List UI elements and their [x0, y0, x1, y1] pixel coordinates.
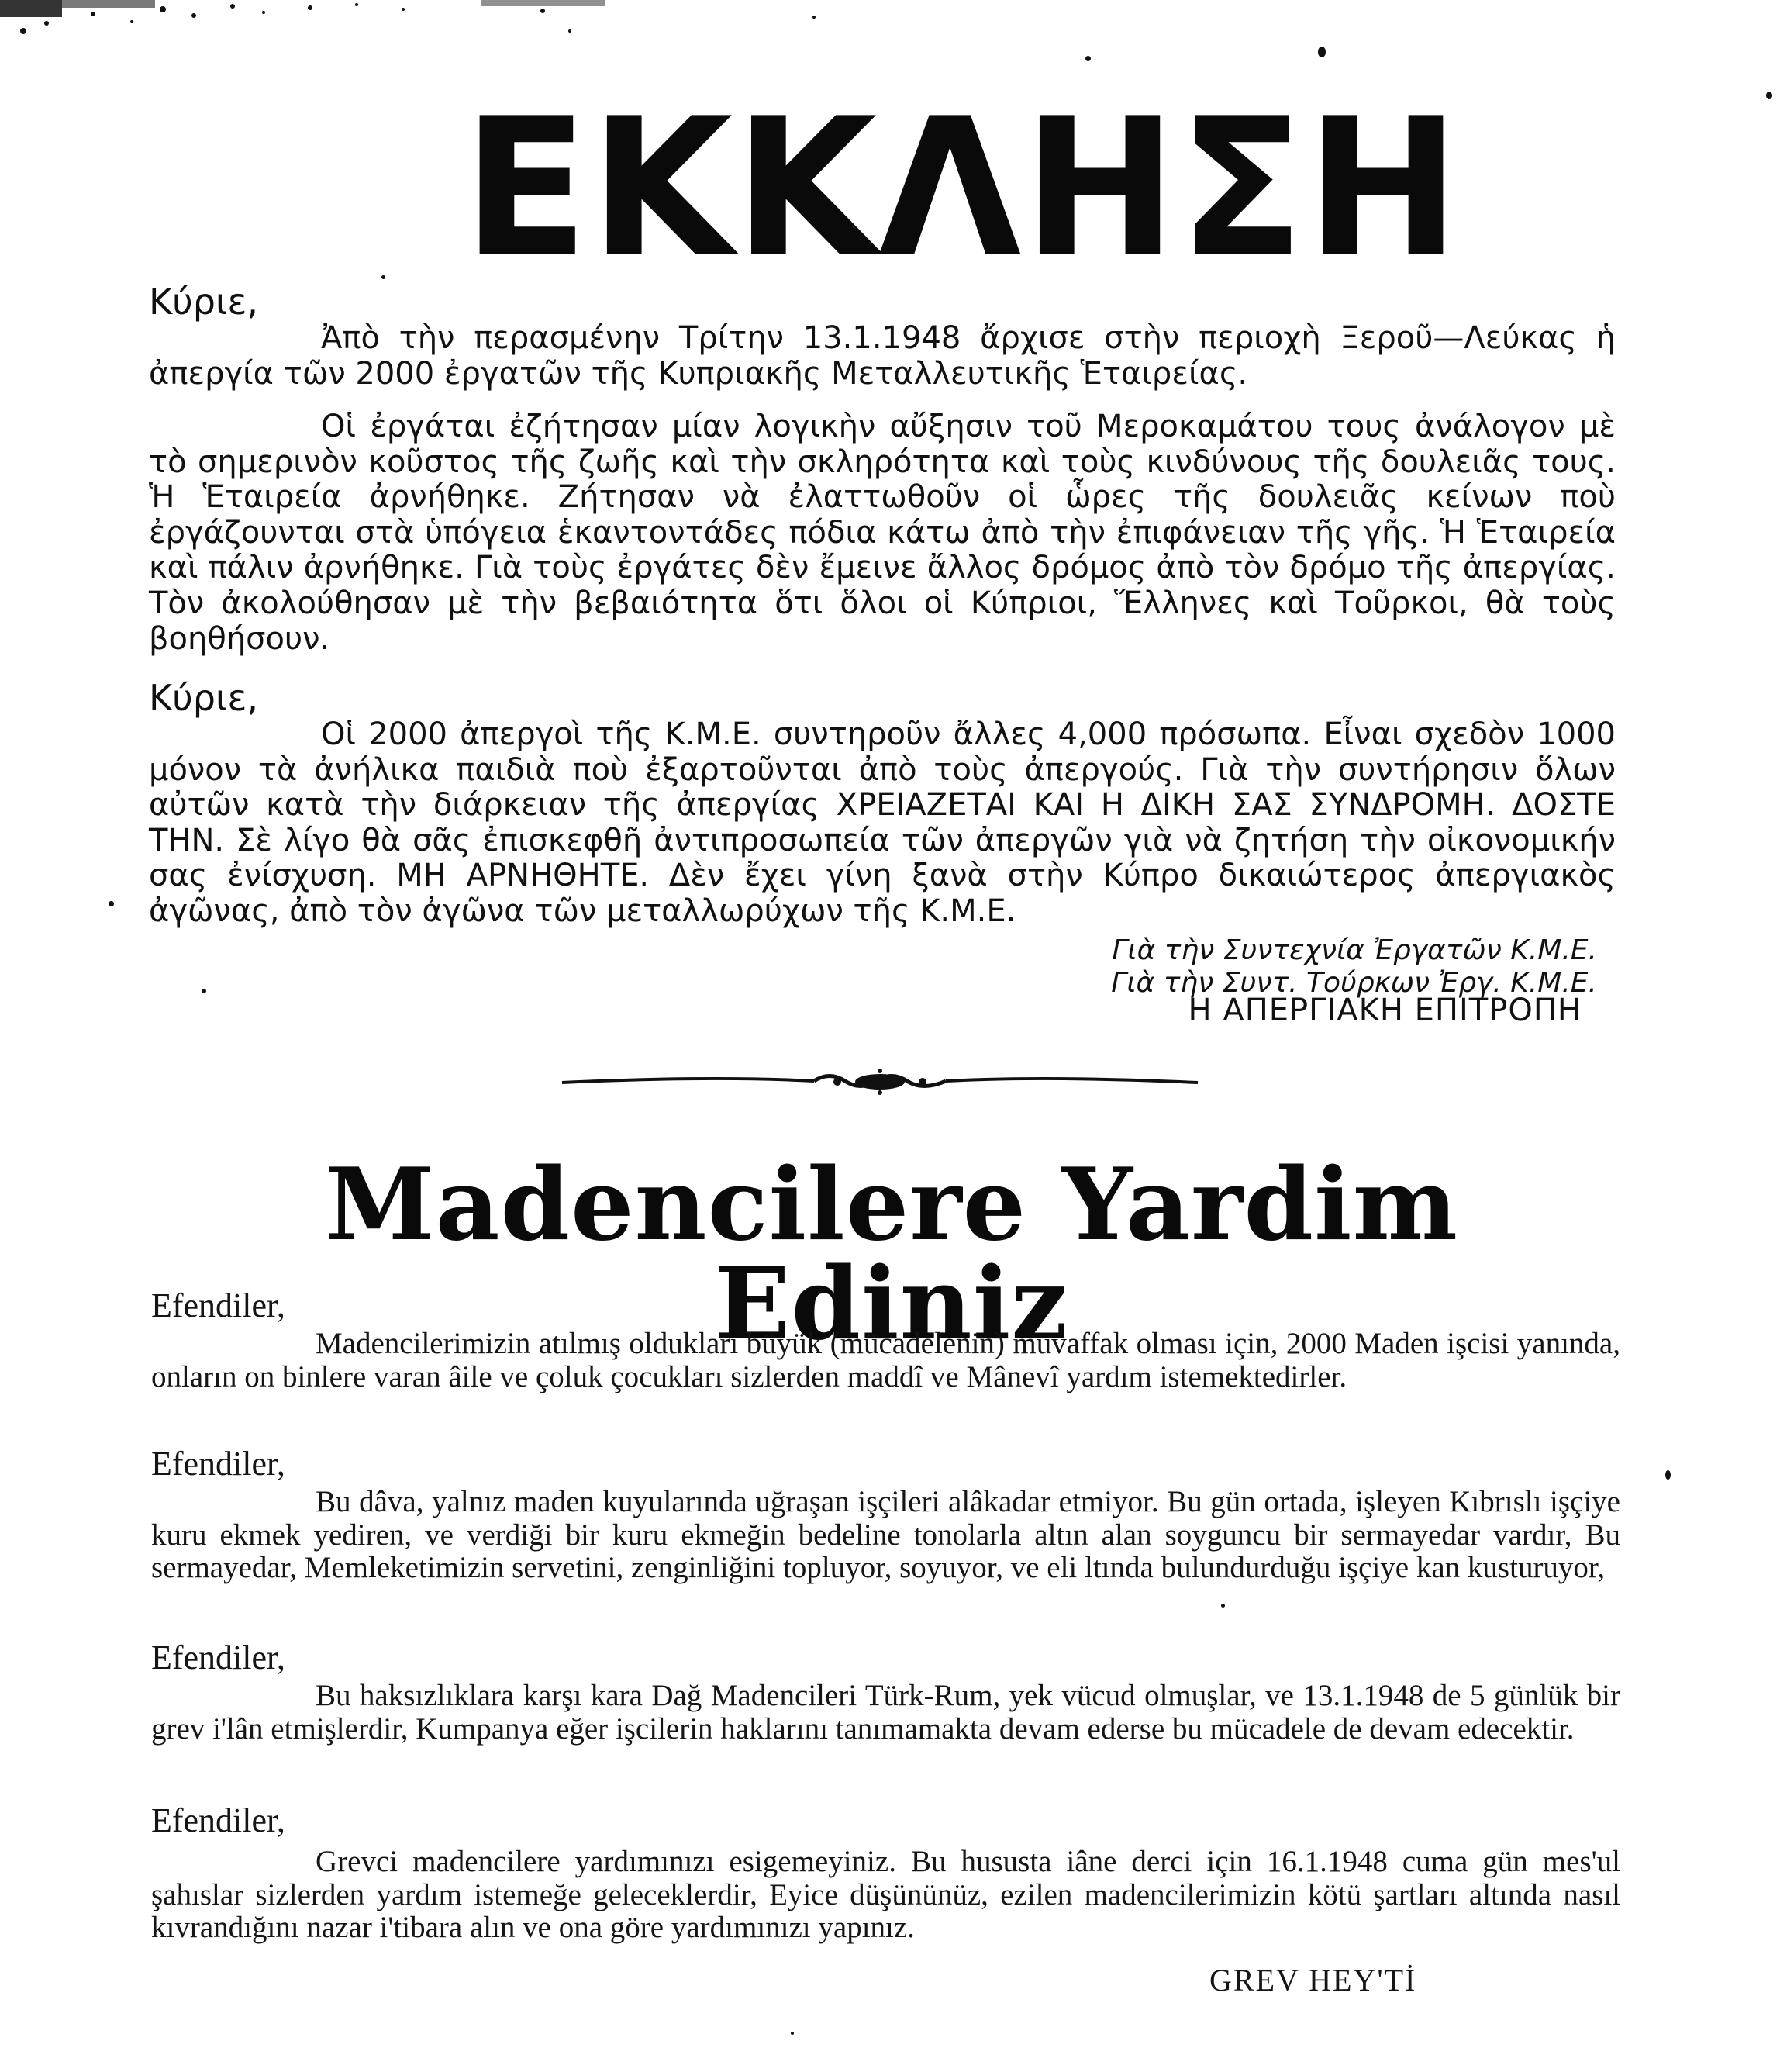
- turkish-paragraph-1: Madencilerimizin atılmış oldukları büyük (mücadelenin) muvaffak olması için, 2000 Maden işcisi yanında, onların on binlere varan âile ve çoluk çocukları sizlerden maddî ve Mânevî yardım istemektedirler.: [151, 1327, 1620, 1393]
- scan-speck: [1318, 47, 1326, 57]
- greek-committee: Η ΑΠΕΡΓΙΑΚΗ ΕΠΙΤΡΟΠΗ: [1188, 993, 1582, 1028]
- scan-speck: [1665, 1470, 1671, 1480]
- turkish-paragraph-2: Bu dâva, yalnız maden kuyularında uğraşan işçileri alâkadar etmiyor. Bu gün ortada, işleyen Kıbrıslı işçiye kuru ekmek yediren, ve verdiği bir kuru ekmeğin bedeline tonolarla altın alan soyguncu bir sermayedar vardır, Bu sermayedar, Memleketimizin servetini, zenginliğini topluyor, soyuyor, ve eli ltında bulundurduğu işçiye kan kusturuyor,: [151, 1485, 1620, 1584]
- turkish-signature: GREV HEY'Tİ: [1209, 1963, 1417, 1998]
- greek-salutation-2: Κύριε,: [149, 677, 259, 719]
- greek-paragraph-3: Οἱ 2000 ἀπεργοὶ τῆς Κ.Μ.Ε. συντηροῦν ἄλλες 4,000 πρόσωπα. Εἶναι σχεδὸν 1000 μόνον τὰ ἀνήλικα παιδιὰ ποὺ ἐξαρτοῦνται ἀπὸ τοὺς ἀπεργούς. Γιὰ τὴν συντήρησιν ὅλων αὐτῶν κατὰ τὴν διάρκειαν τῆς ἀπεργίας ΧΡΕΙΑΖΕΤΑΙ ΚΑΙ Η ΔΙΚΗ ΣΑΣ ΣΥΝΔΡΟΜΗ. ΔΟΣΤΕ ΤΗΝ. Σὲ λίγο θὰ σᾶς ἐπισκεφθῆ ἀντιπροσωπεία τῶν ἀπεργῶν γιὰ νὰ ζητήση τὴν οἰκονομικήν σας ἐνίσχυση. ΜΗ ΑΡΝΗΘΗΤΕ. Δὲν ἔχει γίνη ξανὰ στὴν Κύπρο δικαιώτερος ἀπεργιακὸς ἀγῶνας, ἀπὸ τὸν ἀγῶνα τῶν μεταλλωρύχων τῆς Κ.Μ.Ε.: [149, 717, 1616, 929]
- turkish-title: Madencilere Yardim Ediniz: [324, 1147, 1459, 1362]
- turkish-salutation-3: Efendiler,: [151, 1639, 285, 1677]
- scan-speck: [1085, 56, 1091, 61]
- greek-paragraph-1: Ἀπὸ τὴν περασμένην Τρίτην 13.1.1948 ἄρχισε στὴν περιοχὴ Ξεροῦ—Λεύκας ἡ ἀπεργία τῶν 2000 ἐργατῶν τῆς Κυπριακῆς Μεταλλευτικῆς Ἑταιρείας.: [149, 320, 1616, 392]
- greek-signature-block: [1070, 934, 1597, 1000]
- scan-speck: [1766, 92, 1772, 99]
- turkish-salutation-2: Efendiler,: [151, 1445, 285, 1483]
- turkish-paragraph-4: Grevci madencilere yardımınızı esigemeyiniz. Bu hususta iâne derci için 16.1.1948 cuma gün mes'ul şahıslar sizlerden yardım istemeğe geleceklerdir, Eyice düşününüz, ezilen madencilerimizin kötü şartları altında nasıl kıvrandığını nazar i'tibara alın ve ona göre yardımınızı yapınız.: [151, 1845, 1620, 1944]
- greek-signature-line-1: Γιὰ τὴν Συντεχνία Ἐργατῶν Κ.Μ.Ε.: [1112, 934, 1597, 966]
- greek-salutation-1: Κύριε,: [149, 281, 259, 323]
- greek-paragraph-2: Οἱ ἐργάται ἐζήτησαν μίαν λογικὴν αὔξησιν τοῦ Μεροκαμάτου τους ἀνάλογον μὲ τὸ σημερινὸν κοῦστος τῆς ζωῆς καὶ τὴν σκληρότητα καὶ τοὺς κινδύνους τῆς δουλειᾶς τους. Ἡ Ἑταιρεία ἀρνήθηκε. Ζήτησαν νὰ ἐλαττωθοῦν οἱ ὧρες τῆς δουλειᾶς κείνων ποὺ ἐργάζουνται στὰ ὑπόγεια ἑκαντοντάδες πόδια κάτω ἀπὸ τὴν ἐπιφάνειαν τῆς γῆς. Ἡ Ἑταιρεία καὶ πάλιν ἀρνήθηκε. Γιὰ τοὺς ἐργάτες δὲν ἔμεινε ἄλλος δρόμος ἀπὸ τὸν δρόμο τῆς ἀπεργίας. Τὸν ἀκολούθησαν μὲ τὴν βεβαιότητα ὅτι ὅλοι οἱ Κύπριοι, Ἕλληνες καὶ Τοῦρκοι, θὰ τοὺς βοηθήσουν.: [149, 409, 1616, 657]
- scan-speck: [381, 275, 385, 279]
- scan-speck: [202, 989, 206, 993]
- turkish-salutation-1: Efendiler,: [151, 1286, 285, 1324]
- decorative-divider-icon: [558, 1066, 1202, 1097]
- greek-signature-line-2: Γιὰ τὴν Συντ. Τούρκων Ἐργ. Κ.Μ.Ε.: [1111, 967, 1597, 999]
- scan-noise: [0, 0, 853, 47]
- greek-title: ΕΚΚΛΗΣΗ: [462, 78, 1462, 299]
- scan-speck: [109, 901, 114, 906]
- scan-speck: [791, 2032, 794, 2035]
- turkish-salutation-4: Efendiler,: [151, 1801, 285, 1839]
- turkish-paragraph-3: Bu haksızlıklara karşı kara Dağ Madencileri Türk-Rum, yek vücud olmuşlar, ve 13.1.1948 de 5 günlük bir grev i'lân etmişlerdir, Kumpanya eğer işcilerin haklarını tanımamakta devam ederse bu mücadele de devam edecektir.: [151, 1679, 1620, 1746]
- scan-speck: [1221, 1604, 1225, 1608]
